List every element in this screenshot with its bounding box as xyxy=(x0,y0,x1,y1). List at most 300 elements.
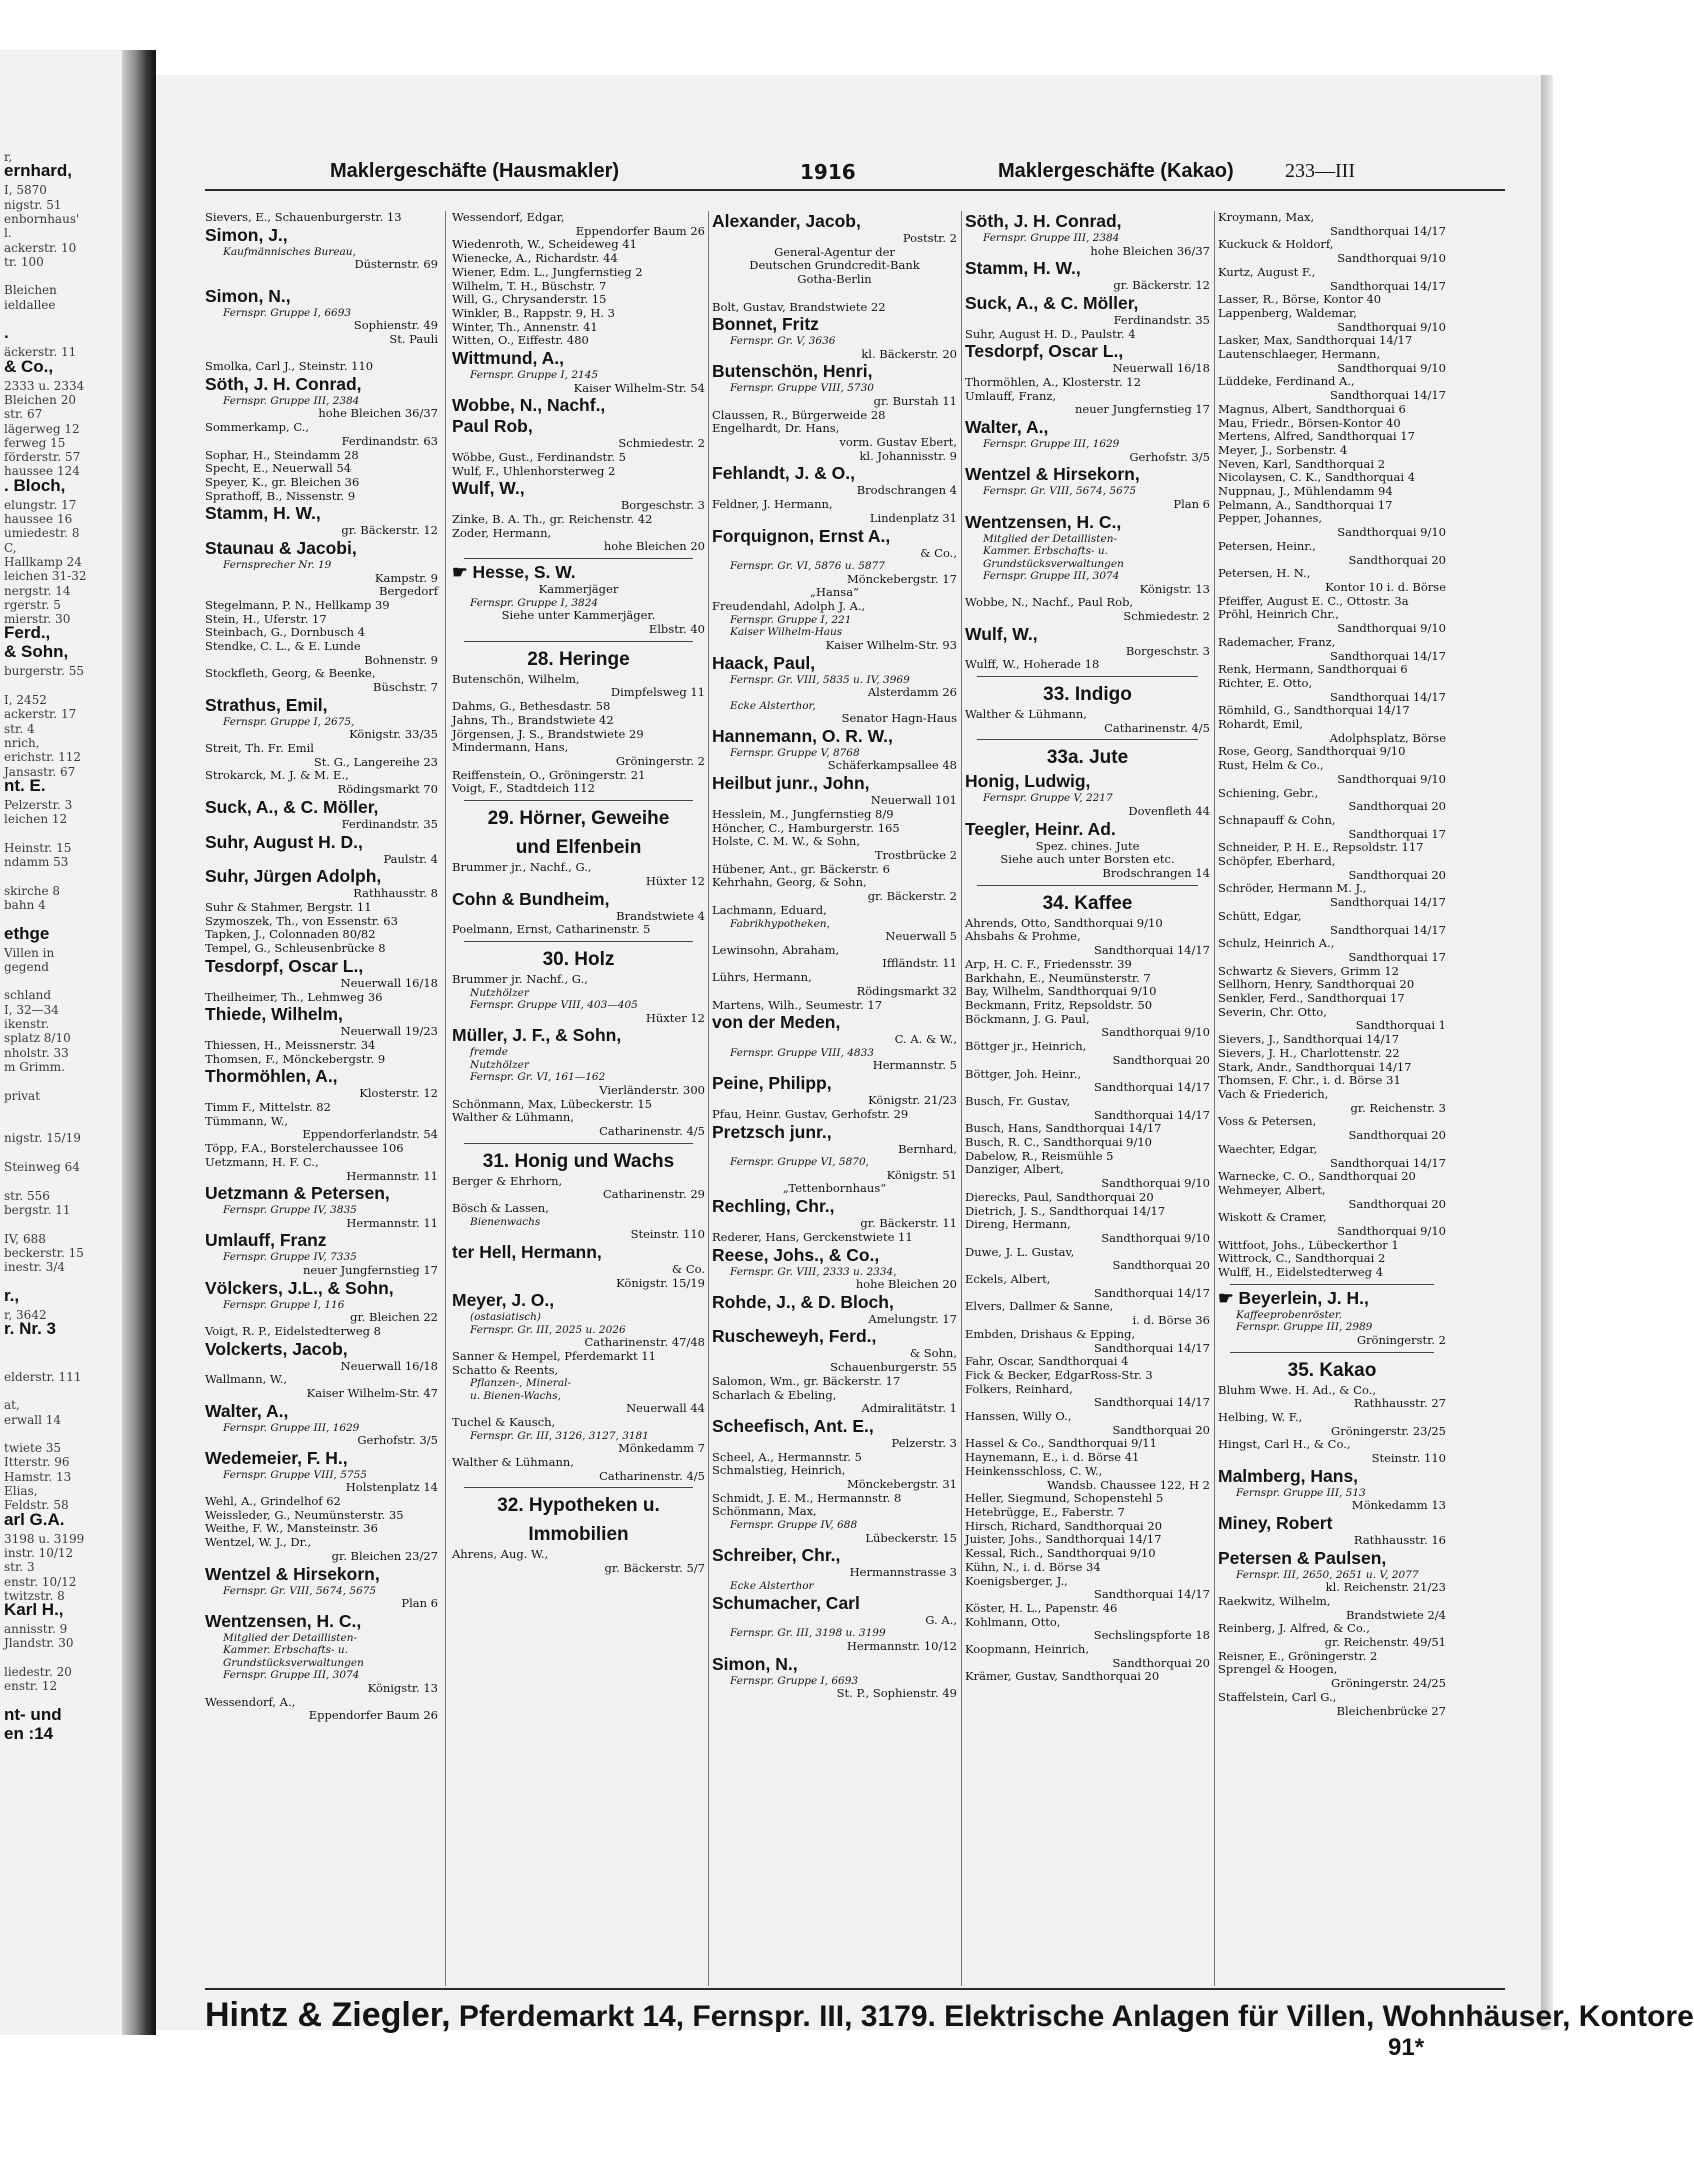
address-line: Sandthorquai 20 xyxy=(1348,1128,1446,1143)
phone-or-note: Fernsprecher Nr. 19 xyxy=(223,559,332,572)
address-line: Sandthorquai 14/17 xyxy=(1093,1285,1210,1300)
entry-line: Busch, Fr. Gustav, xyxy=(965,1093,1071,1108)
address-line: Königstr. 21/23 xyxy=(868,1093,957,1108)
facing-page-text: erichstr. 112 xyxy=(4,750,82,765)
entry-line: Wehmeyer, Albert, xyxy=(1218,1182,1326,1197)
entry-line: Uetzmann, H. F. C., xyxy=(205,1154,319,1169)
firm-name: Teegler, Heinr. Ad. xyxy=(965,818,1116,839)
address-line: Hüxter 12 xyxy=(645,873,705,888)
entry-line: Scharlach & Ebeling, xyxy=(712,1387,837,1402)
entry-line: Tapken, J., Colonnaden 80/82 xyxy=(205,927,376,942)
address-line: Steinstr. 110 xyxy=(1371,1451,1446,1466)
firm-name: Wulf, W., xyxy=(965,623,1038,644)
entry-line: Magnus, Albert, Sandthorquai 6 xyxy=(1218,401,1406,416)
entry-line: Juister, Johs., Sandthorquai 14/17 xyxy=(965,1532,1162,1547)
entry-line: Schmidt, J. E. M., Hermannstr. 8 xyxy=(712,1490,902,1505)
address-line: Brodschrangen 4 xyxy=(856,483,957,498)
signature-mark: 91* xyxy=(1388,2034,1425,2061)
address-line: Wandsb. Chaussee 122, H 2 xyxy=(1047,1477,1210,1492)
firm-name: Wittmund, A., xyxy=(452,348,564,369)
entry-line: Engelhardt, Dr. Hans, xyxy=(712,421,840,436)
facing-page-text: enstr. 10/12 xyxy=(4,1574,77,1589)
directory-column-5 xyxy=(1218,211,1446,1986)
phone-or-note: Fernspr. Gruppe I, 3824 xyxy=(470,596,599,609)
entry-line: Böttger jr., Heinrich, xyxy=(965,1039,1087,1054)
address-line: Sandthorquai 9/10 xyxy=(1337,771,1446,786)
address-line: Sandthorquai 14/17 xyxy=(1329,278,1446,293)
phone-or-note: Fernspr. Gruppe I, 2145 xyxy=(470,369,599,382)
entry-line: Winter, Th., Annenstr. 41 xyxy=(452,319,598,334)
address-line: Sandthorquai 14/17 xyxy=(1329,388,1446,403)
firm-name: Scheefisch, Ant. E., xyxy=(712,1415,874,1436)
facing-page-text: & Sohn, xyxy=(4,642,69,662)
address-line: Sandthorquai 9/10 xyxy=(1337,360,1446,375)
firm-name: Tesdorpf, Oscar L., xyxy=(205,955,364,976)
address-line: Catharinenstr. 4/5 xyxy=(1104,720,1210,735)
entry-line: Claussen, R., Bürgerweide 28 xyxy=(712,407,886,422)
firm-name: Wentzel & Hirsekorn, xyxy=(965,464,1140,485)
facing-page-text: annisstr. 9 xyxy=(4,1622,68,1637)
address-line: hohe Bleichen 36/37 xyxy=(1090,243,1210,258)
facing-page-text: haussee 124 xyxy=(4,464,80,479)
spacer xyxy=(205,272,438,286)
entry-line: Thomsen, F., Mönckebergstr. 9 xyxy=(205,1051,386,1066)
facing-page-text: enbornhaus' xyxy=(4,211,80,226)
address-line: Königstr. 51 xyxy=(886,1167,957,1182)
section-heading: und Elfenbein xyxy=(515,837,642,859)
address-line: Sandthorquai 14/17 xyxy=(1329,922,1446,937)
firm-name: Bonnet, Fritz xyxy=(712,314,819,335)
address-line: Ferdinandstr. 35 xyxy=(341,816,438,831)
address-line: Königstr. 13 xyxy=(1139,581,1210,596)
entry-line: Heinkensschloss, C. W., xyxy=(965,1463,1103,1478)
facing-page-text: skirche 8 xyxy=(4,883,61,898)
firm-name: Cohn & Bundheim, xyxy=(452,888,610,909)
facing-page-text: Hamstr. 13 xyxy=(4,1469,72,1484)
address-line: Königstr. 13 xyxy=(367,1680,438,1695)
entry-line: Renk, Hermann, Sandthorquai 6 xyxy=(1218,662,1408,677)
phone-or-note: Nutzhölzer xyxy=(470,1058,529,1071)
entry-line: Duwe, J. L. Gustav, xyxy=(965,1244,1075,1259)
address-line: Neuerwall 16/18 xyxy=(340,975,438,990)
entry-line: Wittfoot, Johs., Lübeckerthor 1 xyxy=(1218,1237,1399,1252)
facing-page-text: C, xyxy=(4,540,17,555)
firm-name: Miney, Robert xyxy=(1218,1512,1333,1533)
address-line: Alsterdamm 26 xyxy=(867,685,957,700)
address-line: Neuerwall 16/18 xyxy=(1112,361,1210,376)
entry-line: Mertens, Alfred, Sandthorquai 17 xyxy=(1218,429,1415,444)
phone-or-note: Fernspr. Gr. VIII, 2333 u. 2334, xyxy=(730,1265,897,1278)
address-line: Sandthorquai 14/17 xyxy=(1093,1080,1210,1095)
section-heading: 32. Hypotheken u. xyxy=(497,1495,660,1517)
entry-line: Busch, R. C., Sandthorquai 9/10 xyxy=(965,1135,1152,1150)
address-line: Neuerwall 19/23 xyxy=(340,1024,438,1039)
entry-line: Hübener, Ant., gr. Bäckerstr. 6 xyxy=(712,861,890,876)
facing-page-text: leichen 12 xyxy=(4,812,68,827)
advertiser-name: Hintz & Ziegler, xyxy=(205,1996,451,2034)
address-line: Ferdinandstr. 63 xyxy=(341,433,438,448)
entry-line: Martens, Wilh., Seumestr. 17 xyxy=(712,997,883,1012)
section-rule xyxy=(464,558,693,559)
entry-line: Feldner, J. Hermann, xyxy=(712,497,833,512)
firm-name: Fehlandt, J. & O., xyxy=(712,463,855,484)
address-line: gr. Bleichen 22 xyxy=(350,1310,438,1325)
address-line: Trostbrücke 2 xyxy=(874,847,957,862)
address-line: St. G., Langereihe 23 xyxy=(313,754,438,769)
address-line: Hermannstr. 10/12 xyxy=(846,1638,957,1653)
phone-or-note: Nutzhölzer xyxy=(470,986,529,999)
entry-line: Haynemann, E., i. d. Börse 41 xyxy=(965,1450,1140,1465)
entry-line: Wittrock, C., Sandthorquai 2 xyxy=(1218,1251,1386,1266)
directory-column-1 xyxy=(205,211,438,1986)
section-rule xyxy=(464,941,693,942)
facing-page-text: twitzstr. 8 xyxy=(4,1588,65,1603)
phone-or-note: Kammer. Erbschafts- u. xyxy=(223,1644,348,1657)
entry-line: Wiedenroth, W., Scheideweg 41 xyxy=(452,237,637,252)
address-line: Kampstr. 9 xyxy=(374,570,438,585)
header-rule xyxy=(205,189,1505,191)
facing-page-text: l. xyxy=(4,226,12,241)
address-line: Catharinenstr. 29 xyxy=(602,1187,705,1202)
firm-name: Rohde, J., & D. Bloch, xyxy=(712,1291,894,1312)
address-line: Gröningerstr. 23/25 xyxy=(1331,1423,1446,1438)
firm-name: Söth, J. H. Conrad, xyxy=(965,211,1122,231)
firm-name: Butenschön, Henri, xyxy=(712,361,873,382)
entry-line: Sophar, H., Steindamm 28 xyxy=(205,447,359,462)
phone-or-note: Fernspr. Gr. III, 3198 u. 3199 xyxy=(730,1627,886,1640)
address-line: hohe Bleichen 20 xyxy=(855,1277,957,1292)
facing-page-text: ethge xyxy=(4,923,50,943)
entry-line: Sommerkamp, C., xyxy=(205,420,310,435)
firm-name: Umlauff, Franz xyxy=(205,1230,327,1251)
advertisement-text: Pferdemarkt 14, Fernspr. III, 3179. Elektrische Anlagen für Villen, Wohnhäuser, Kontore xyxy=(450,2000,1694,2033)
entry-line: Stockfleth, Georg, & Beenke, xyxy=(205,666,376,681)
entry-line: Rust, Helm & Co., xyxy=(1218,758,1324,773)
address-line: Bohnenstr. 9 xyxy=(364,652,438,667)
address-line: Steinstr. 110 xyxy=(630,1227,705,1242)
facing-page-text: Heinstr. 15 xyxy=(4,840,72,855)
facing-page-text: r., xyxy=(4,1285,20,1305)
firm-name: Honig, Ludwig, xyxy=(965,771,1091,792)
facing-page-text: ieldallee xyxy=(4,297,56,312)
facing-page-text: instr. 10/12 xyxy=(4,1545,74,1560)
address-line: Sandthorquai 9/10 xyxy=(1337,319,1446,334)
entry-line: Sanner & Hempel, Pferdemarkt 11 xyxy=(452,1349,656,1364)
address-line: Sandthorquai 9/10 xyxy=(1337,525,1446,540)
address-line: Königstr. 33/35 xyxy=(349,727,438,742)
entry-line: Sievers, J. H., Charlottenstr. 22 xyxy=(1218,1045,1400,1060)
firm-name: Stamm, H. W., xyxy=(965,258,1081,279)
address-line: Kaiser Wilhelm-Str. 47 xyxy=(306,1385,438,1400)
directory-column-2 xyxy=(452,211,705,1986)
firm-name: Wulf, W., xyxy=(452,478,525,499)
facing-page-text: Villen in xyxy=(4,945,55,960)
address-line: Sandthorquai 14/17 xyxy=(1093,1340,1210,1355)
address-line: Plan 6 xyxy=(1173,496,1210,511)
firm-name: Völckers, J.L., & Sohn, xyxy=(205,1277,394,1298)
address-line: Senator Hagn-Haus xyxy=(841,711,957,726)
address-line: kl. Reichenstr. 21/23 xyxy=(1325,1580,1446,1595)
entry-line: Walther & Lühmann, xyxy=(452,1455,574,1470)
entry-line: Strokarck, M. J. & M. E., xyxy=(205,768,349,783)
address-line: Dimpfelsweg 11 xyxy=(610,685,705,700)
facing-page-text: Hallkamp 24 xyxy=(4,554,82,569)
entry-line: Pfeiffer, August E. C., Ottostr. 3a xyxy=(1218,593,1409,608)
entry-line: Raekwitz, Wilhelm, xyxy=(1218,1593,1331,1608)
facing-page-text: inestr. 3/4 xyxy=(4,1260,66,1275)
entry-line: Zinke, B. A. Th., gr. Reichenstr. 42 xyxy=(452,512,653,527)
phone-or-note: u. Bienen-Wachs, xyxy=(470,1389,561,1402)
facing-page-text: nrich, xyxy=(4,735,40,750)
address-line: Bergedorf xyxy=(379,584,438,599)
address-line: Rathhausstr. 8 xyxy=(353,886,438,901)
facing-page-text: umiedestr. 8 xyxy=(4,526,80,541)
entry-line: Pepper, Johannes, xyxy=(1218,511,1323,526)
firm-name: Forquignon, Ernst A., xyxy=(712,525,891,546)
facing-page-text: I, 5870 xyxy=(4,183,47,198)
firm-name: Simon, J., xyxy=(205,224,288,245)
entry-line: Wessendorf, A., xyxy=(205,1694,296,1709)
directory-column-3 xyxy=(712,211,957,1986)
entry-line: Schröder, Hermann M. J., xyxy=(1218,881,1367,896)
address-line: Sandthorquai 20 xyxy=(1112,1655,1210,1670)
address-line: Schmiedestr. 2 xyxy=(618,436,705,451)
address-line: i. d. Börse 36 xyxy=(1132,1313,1210,1328)
phone-or-note: Fernspr. Gruppe I, 221 xyxy=(730,613,852,626)
phone-or-note: Fernspr. Gruppe III, 3074 xyxy=(223,1669,360,1682)
entry-line: Töpp, F.A., Borstelerchaussee 106 xyxy=(205,1141,404,1156)
entry-line: Ahrens, Aug. W., xyxy=(452,1547,549,1562)
entry-line: Rose, Georg, Sandthorquai 9/10 xyxy=(1218,744,1406,759)
entry-line: Köster, H. L., Papenstr. 46 xyxy=(965,1600,1118,1615)
address-line: Neuerwall 44 xyxy=(626,1401,705,1416)
entry-line: Ahsbahs & Prohme, xyxy=(965,929,1081,944)
firm-name: Ruscheweyh, Ferd., xyxy=(712,1326,877,1347)
phone-or-note: Kammer. Erbschafts- u. xyxy=(983,545,1108,558)
address-line: Eppendorferlandstr. 54 xyxy=(302,1127,438,1142)
address-line: & Sohn, xyxy=(909,1346,957,1361)
entry-line: Wulff, H., Eidelstedterweg 4 xyxy=(1218,1265,1384,1280)
address-line: Sandthorquai 9/10 xyxy=(1337,1224,1446,1239)
entry-line: Jahns, Th., Brandstwiete 42 xyxy=(452,712,614,727)
firm-name: Hannemann, O. R. W., xyxy=(712,725,893,746)
phone-or-note: Bienenwachs xyxy=(470,1215,541,1228)
entry-line: Kroymann, Max, xyxy=(1218,210,1315,224)
entry-line: Koenigsberger, J., xyxy=(965,1573,1068,1588)
entry-line: Wienecke, A., Richardstr. 44 xyxy=(452,251,618,266)
entry-line: Bay, Wilhelm, Sandthorquai 9/10 xyxy=(965,984,1157,999)
phone-or-note: Fernspr. Gruppe VIII, 403—405 xyxy=(470,999,638,1012)
facing-page-text: enstr. 12 xyxy=(4,1679,58,1694)
section-rule xyxy=(464,1143,693,1144)
address-line: & Co., xyxy=(920,545,957,560)
header-right-title: Maklergeschäfte (Kakao) xyxy=(998,160,1234,182)
facing-page-text: r, 3642 xyxy=(4,1307,47,1322)
firm-name: Staunau & Jacobi, xyxy=(205,538,357,559)
address-line: Sandthorquai 9/10 xyxy=(1337,251,1446,266)
entry-line: Schiening, Gebr., xyxy=(1218,785,1319,800)
entry-line: Krämer, Gustav, Sandthorquai 20 xyxy=(965,1669,1160,1684)
entry-line: Höncher, C., Hamburgerstr. 165 xyxy=(712,820,900,835)
entry-line: Böttger, Joh. Heinr., xyxy=(965,1066,1082,1081)
address-line: Mönkedamm 7 xyxy=(618,1441,705,1456)
phone-or-note: Fernspr. Gr. VIII, 5674, 5675 xyxy=(223,1584,377,1597)
facing-page-text: r, xyxy=(4,150,13,164)
address-line: Sandthorquai 20 xyxy=(1348,1196,1446,1211)
entry-line: Kehrhahn, Georg, & Sohn, xyxy=(712,875,867,890)
address-line: Paulstr. 4 xyxy=(383,851,438,866)
entry-line: Sievers, J., Sandthorquai 14/17 xyxy=(1218,1032,1400,1047)
phone-or-note: Fernspr. Gruppe I, 6693 xyxy=(730,1674,859,1687)
address-line: gr. Bäckerstr. 5/7 xyxy=(604,1561,705,1576)
address-line: Königstr. 15/19 xyxy=(616,1275,705,1290)
address-line: Kaiser Wilhelm-Str. 93 xyxy=(825,637,957,652)
spacer xyxy=(205,347,438,361)
section-heading: 28. Heringe xyxy=(527,648,630,670)
address-line: Sandthorquai 14/17 xyxy=(1093,1107,1210,1122)
entry-line: Nicolaysen, C. K., Sandthorquai 4 xyxy=(1218,470,1416,485)
phone-or-note: Fabrikhypotheken, xyxy=(730,917,830,930)
address-line: Gröningerstr. 2 xyxy=(1356,1332,1446,1347)
address-line: Catharinenstr. 47/48 xyxy=(584,1335,705,1350)
address-line: Mönkedamm 13 xyxy=(1351,1498,1446,1513)
entry-line: Kuckuck & Holdorf, xyxy=(1218,237,1334,252)
firm-name: Schumacher, Carl xyxy=(712,1592,860,1613)
facing-page-text: erwall 14 xyxy=(4,1412,62,1427)
entry-line: Lewinsohn, Abraham, xyxy=(712,942,840,957)
entry-line: Embden, Drishaus & Epping, xyxy=(965,1326,1136,1341)
entry-line: Lachmann, Eduard, xyxy=(712,902,827,917)
entry-line: Holste, C. M. W., & Sohn, xyxy=(712,834,860,849)
facing-page-text: Feldstr. 58 xyxy=(4,1498,69,1513)
phone-or-note: Grundstücksverwaltungen xyxy=(983,557,1124,570)
phone-or-note: Fernspr. Gruppe IV, 7335 xyxy=(223,1251,357,1264)
address-line: Poststr. 2 xyxy=(902,231,957,245)
phone-or-note: Fernspr. Gruppe III, 2384 xyxy=(223,394,360,407)
entry-line: Staffelstein, Carl G., xyxy=(1218,1689,1337,1704)
centered-note: Siehe unter Kammerjäger. xyxy=(501,608,656,623)
phone-or-note: Fernspr. Gruppe I, 2675, xyxy=(223,715,355,728)
address-line: Plan 6 xyxy=(401,1596,438,1611)
entry-line: Reinberg, J. Alfred, & Co., xyxy=(1218,1621,1370,1636)
facing-page-text: . xyxy=(4,323,9,343)
entry-line: Neven, Karl, Sandthorquai 2 xyxy=(1218,456,1386,471)
phone-or-note: Fernspr. Gr. III, 2025 u. 2026 xyxy=(470,1323,626,1336)
entry-line: Wiskott & Cramer, xyxy=(1218,1210,1327,1225)
address-line: Sandthorquai 14/17 xyxy=(1093,943,1210,958)
address-line: Bernhard, xyxy=(898,1141,957,1156)
phone-or-note: Fernspr. Gruppe III, 3074 xyxy=(983,570,1120,583)
address-line: Sandthorquai 14/17 xyxy=(1329,648,1446,663)
firm-name: Walter, A., xyxy=(965,417,1049,438)
facing-page-text: beckerstr. 15 xyxy=(4,1245,84,1260)
address-line: Sandthorquai 14/17 xyxy=(1093,1395,1210,1410)
entry-line: Warnecke, C. O., Sandthorquai 20 xyxy=(1218,1169,1416,1184)
phone-or-note: Fernspr. Gr. VI, 161—162 xyxy=(470,1071,606,1084)
address-line: Adolphsplatz, Börse xyxy=(1329,730,1446,745)
entry-line: Schneider, P. H. E., Repsoldstr. 117 xyxy=(1218,840,1424,855)
entry-line: Umlauff, Franz, xyxy=(965,388,1057,403)
firm-name: Söth, J. H. Conrad, xyxy=(205,373,362,394)
facing-page-text: splatz 8/10 xyxy=(4,1031,71,1046)
firm-name: Wentzensen, H. C., xyxy=(965,511,1122,532)
entry-line: Hirsch, Richard, Sandthorquai 20 xyxy=(965,1518,1163,1533)
entry-line: Beckmann, Fritz, Repsoldstr. 50 xyxy=(965,997,1153,1012)
firm-name: Stamm, H. W., xyxy=(205,503,321,524)
entry-line: Lappenberg, Waldemar, xyxy=(1218,305,1357,320)
address-line: Neuerwall 5 xyxy=(885,929,957,943)
entry-line: Hassel & Co., Sandthorquai 9/11 xyxy=(965,1436,1157,1451)
facing-page-text: str. 556 xyxy=(4,1188,50,1203)
entry-line: Schnapauff & Cohn, xyxy=(1218,812,1336,827)
address-line: Sandthorquai 20 xyxy=(1112,1258,1210,1273)
address-line: Mönckebergstr. 17 xyxy=(846,571,957,586)
firm-name: Peine, Philipp, xyxy=(712,1073,832,1094)
address-line: Brandstwiete 4 xyxy=(616,908,705,923)
facing-page-text: ndamm 53 xyxy=(4,855,69,869)
phone-or-note: Mitglied der Detaillisten- xyxy=(983,532,1118,545)
facing-page-text: bahn 4 xyxy=(4,897,46,912)
centered-note: „Tettenbornhaus“ xyxy=(782,1181,887,1196)
address-line: Hermannstr. 11 xyxy=(346,1168,438,1183)
entry-line: Walther & Lühmann, xyxy=(965,707,1087,722)
address-line: Gerhofstr. 3/5 xyxy=(1129,449,1210,464)
firm-name: Suhr, Jürgen Adolph, xyxy=(205,866,382,887)
facing-page-text: . Bloch, xyxy=(4,475,66,495)
entry-line: Kohlmann, Otto, xyxy=(965,1614,1061,1629)
facing-page-text: lägerweg 12 xyxy=(4,421,80,436)
address-line: G. A., xyxy=(925,1612,957,1627)
entry-line: Böckmann, J. G. Paul, xyxy=(965,1011,1090,1026)
entry-line: Voigt, R. P., Eidelstedterweg 8 xyxy=(205,1323,382,1338)
address-line: Rathhausstr. 27 xyxy=(1353,1396,1446,1411)
entry-line: Tempel, G., Schleusenbrücke 8 xyxy=(205,941,386,956)
firm-name: Malmberg, Hans, xyxy=(1218,1465,1359,1486)
address-line: Iffländstr. 11 xyxy=(882,956,957,971)
entry-line: Tuchel & Kausch, xyxy=(452,1415,556,1430)
firm-name: ☛ Hesse, S. W. xyxy=(452,562,576,583)
phone-or-note: Fernspr. Gr. V, 3636 xyxy=(730,335,836,348)
facing-page-text: r. Nr. 3 xyxy=(4,1319,56,1338)
facing-page-text: bergstr. 11 xyxy=(4,1202,71,1217)
address-line: Schauenburgerstr. 55 xyxy=(830,1360,957,1375)
address-line: Amelungstr. 17 xyxy=(868,1311,957,1326)
entry-line: Mindermann, Hans, xyxy=(452,740,569,755)
header-left-title: Maklergeschäfte (Hausmakler) xyxy=(330,160,620,182)
phone-or-note: Fernspr. III, 2650, 2651 u. V, 2077 xyxy=(1236,1568,1419,1581)
entry-line: Richter, E. Otto, xyxy=(1218,675,1313,690)
section-heading: 35. Kakao xyxy=(1287,1359,1377,1381)
section-rule xyxy=(977,739,1198,740)
facing-page-text: twiete 35 xyxy=(4,1441,62,1456)
spacer xyxy=(712,287,957,301)
facing-page-text: m Grimm. xyxy=(4,1059,65,1074)
entry-line: Folkers, Reinhard, xyxy=(965,1381,1073,1396)
entry-line: Bösch & Lassen, xyxy=(452,1201,549,1216)
address-line: Gröningerstr. 24/25 xyxy=(1331,1676,1446,1691)
facing-page-text: 3198 u. 3199 xyxy=(4,1531,85,1546)
entry-line: Jörgensen, J. S., Brandstwiete 29 xyxy=(452,726,644,741)
entry-line: Weithe, F. W., Mansteinstr. 36 xyxy=(205,1521,378,1536)
entry-line: Berger & Ehrhorn, xyxy=(452,1173,563,1188)
facing-page-text: nholstr. 33 xyxy=(4,1045,69,1060)
phone-or-note: Grundstücksverwaltungen xyxy=(223,1656,364,1669)
phone-or-note: Fernspr. Gruppe III, 1629 xyxy=(983,438,1120,451)
entry-line: Lasker, Max, Sandthorquai 14/17 xyxy=(1218,333,1413,348)
facing-page-text: ernhard, xyxy=(4,161,73,181)
address-line: St. Pauli xyxy=(389,331,438,346)
address-line: Admiralitätstr. 1 xyxy=(861,1401,957,1416)
